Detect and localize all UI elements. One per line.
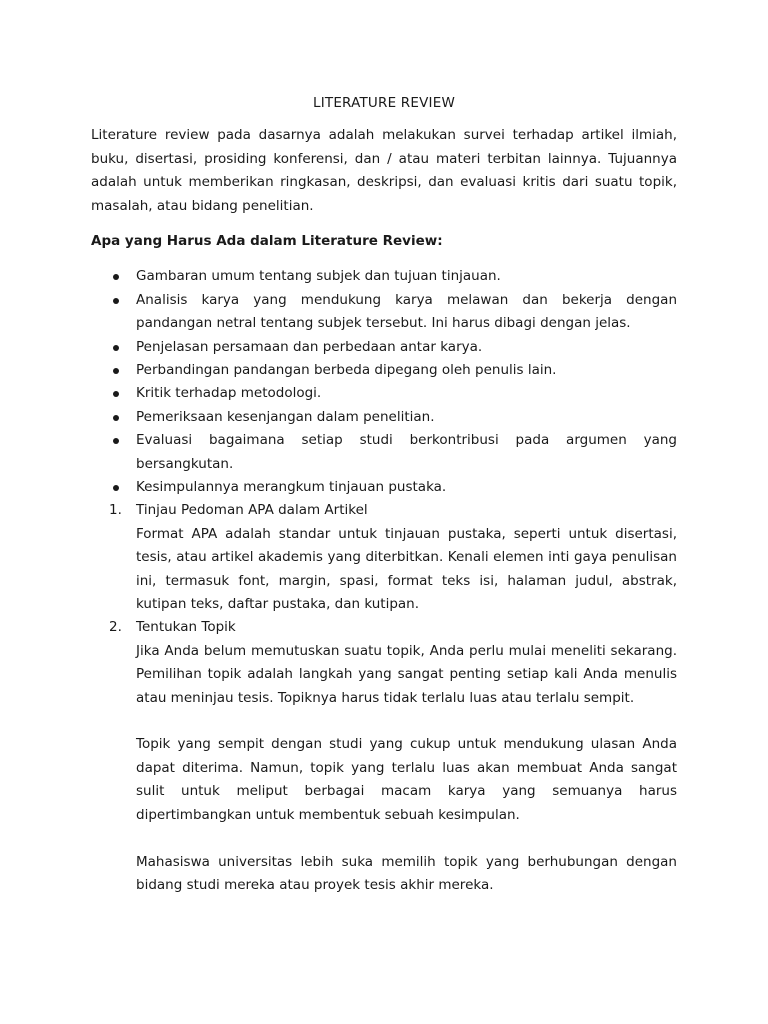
numbered-list [91,499,677,897]
bullet-item [91,265,677,288]
bullet-list [91,265,677,499]
bullet-item [91,359,677,382]
bullet-item [91,476,677,499]
bullet-icon [113,368,119,374]
numbered-item-paragraph: Mahasiswa universitas lebih suka memilih topik yang berhubungan dengan bidang studi mereka atau proyek tesis akhir mereka. [136,853,677,893]
bullet-text: Analisis karya yang mendukung karya melawan dan bekerja dengan pandangan netral tentang subjek tersebut. Ini harus dibagi dengan jelas. [136,291,677,332]
bullet-item [91,289,677,336]
numbered-item-title: Tentukan Topik [136,619,236,636]
bullet-icon [113,438,119,444]
numbered-marker: 1. [109,502,122,519]
bullet-text: Pemeriksaan kesenjangan dalam penelitian. [136,408,435,425]
bullet-text: Gambaran umum tentang subjek dan tujuan tinjauan. [136,268,501,285]
intro-paragraph: Literature review pada dasarnya adalah melakukan survei terhadap artikel ilmiah, buku, disertasi, prosiding konferensi, dan / atau materi terbitan lainnya. Tujuannya adalah untuk memberikan ringkasan, deskripsi, dan evaluasi kritis dari suatu topik, masalah, atau bidang penelitian. [91,127,677,214]
document-title: LITERATURE REVIEW [312,95,456,111]
bullet-icon [113,391,119,397]
bullet-item [91,406,677,429]
bullet-item [91,336,677,359]
bullet-item [91,429,677,476]
bullet-text: Kritik terhadap metodologi. [136,385,322,402]
numbered-item [91,616,677,897]
numbered-item-paragraph: Jika Anda belum memutuskan suatu topik, Anda perlu mulai meneliti sekarang. Pemilihan topik adalah langkah yang sangat penting setiap kali Anda menulis atau meninjau tesis. Topiknya harus tidak terlalu luas atau terlalu sempit. [136,642,677,706]
bullet-icon [113,485,119,491]
numbered-item-title: Tinjau Pedoman APA dalam Artikel [136,502,368,519]
bullet-text: Evaluasi bagaimana setiap studi berkontribusi pada argumen yang bersangkutan. [136,432,677,472]
document-content [91,92,677,897]
numbered-item-paragraph: Topik yang sempit dengan studi yang cukup untuk mendukung ulasan Anda dapat diterima. Namun, topik yang terlalu luas akan membuat Anda sangat sulit untuk meliput berbagai macam karya yang semuanya harus dipertimbangkan untuk membentuk sebuah kesimpulan. [136,736,677,823]
numbered-item-paragraph: Format APA adalah standar untuk tinjauan pustaka, seperti untuk disertasi, tesis, atau artikel akademis yang diterbitkan. Kenali elemen inti gaya penulisan ini, termasuk font, margin, spasi, format teks isi, halaman judul, abstrak, kutipan teks, daftar pustaka, dan kutipan. [136,525,677,613]
numbered-marker: 2. [109,619,122,636]
bullet-icon [113,415,119,421]
bullet-icon [113,274,119,280]
section-heading: Apa yang Harus Ada dalam Literature Review: [91,233,443,250]
bullet-item [91,382,677,405]
bullet-icon [113,298,119,304]
bullet-text: Penjelasan persamaan dan perbedaan antar karya. [136,338,483,355]
numbered-item [91,499,677,616]
bullet-icon [113,345,119,351]
bullet-text: Perbandingan pandangan berbeda dipegang oleh penulis lain. [136,362,557,378]
bullet-text: Kesimpulannya merangkum tinjauan pustaka. [136,479,447,496]
